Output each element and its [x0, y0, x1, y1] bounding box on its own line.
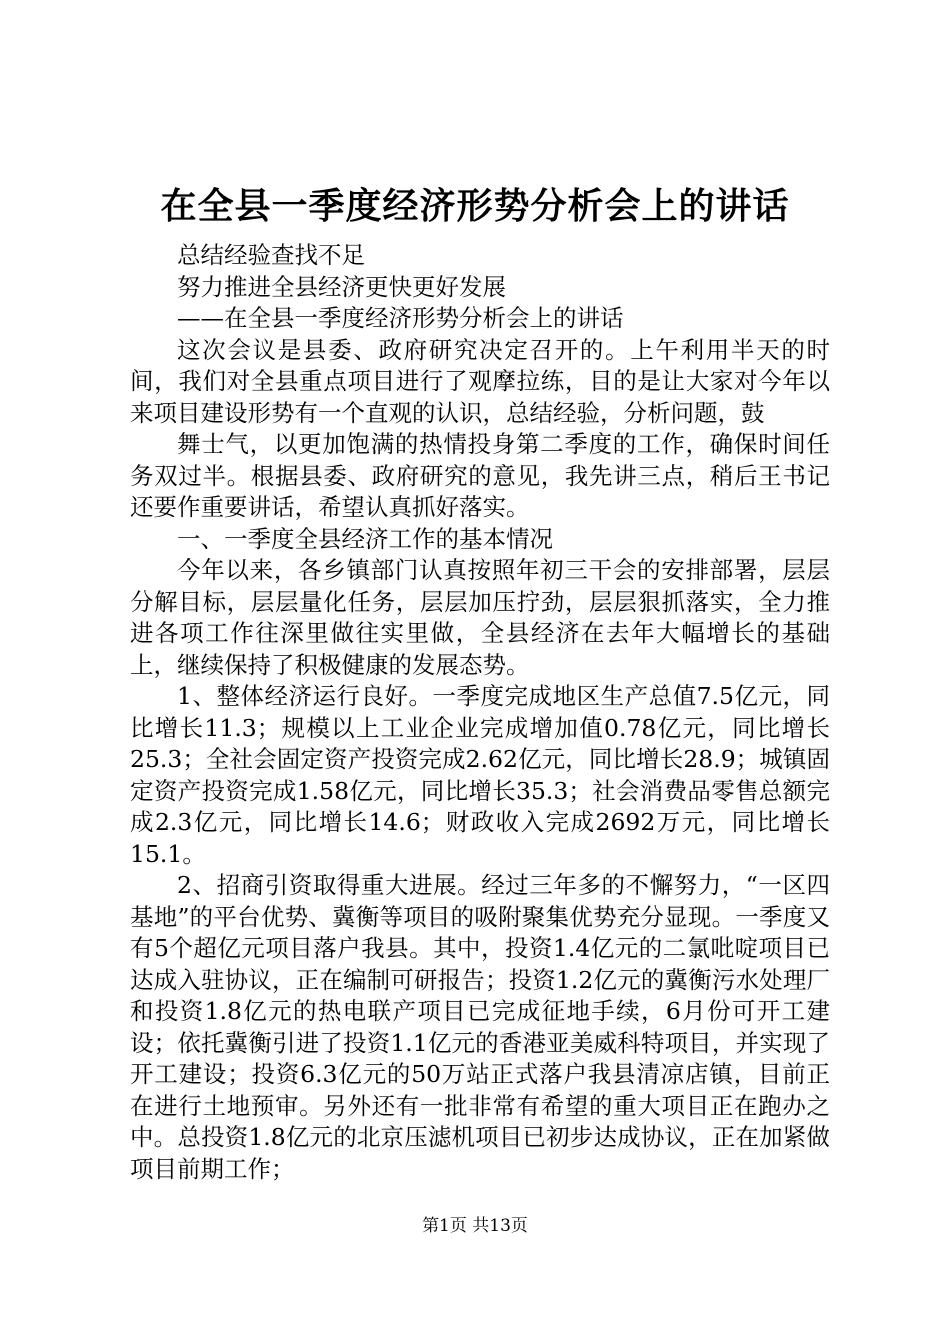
paragraph-economy: 1、整体经济运行良好。一季度完成地区生产总值7.5亿元，同比增长11.3；规模以上工业企业完成增加值0.78亿元，同比增长25.3；全社会固定资产投资完成2.62亿元，同比增长28.9；城镇固定资产投资完成1.58亿元，同比增长35.3；社会消费品零售总额完成2.3亿元，同比增长14.6；财政收入完成2692万元，同比增长15.1。 [130, 682, 830, 868]
document-title: 在全县一季度经济形势分析会上的讲话 [160, 185, 790, 227]
paragraph-investment: 2、招商引资取得重大进展。经过三年多的不懈努力，“一区四基地”的平台优势、冀衡等项目的吸附聚集优势充分显现。一季度又有5个超亿元项目落户我县。其中，投资1.4亿元的二氯吡啶项目已达成入驻协议，正在编制可研报告；投资1.2亿元的冀衡污水处理厂和投资1.8亿元的热电联产项目已完成征地手续，6月份可开工建设；依托冀衡引进了投资1.1亿元的香港亚美威科特项目，并实现了开工建设；投资6.3亿元的50万站正式落户我县清凉店镇，目前正在进行土地预审。另外还有一批非常有希望的重大项目正在跑办之中。总投资1.8亿元的北京压滤机项目已初步达成协议，正在加紧做项目前期工作； [130, 871, 830, 1183]
paragraph-intro-continued: 舞士气，以更加饱满的热情投身第二季度的工作，确保时间任务双过半。根据县委、政府研究的意见，我先讲三点，稍后王书记还要作重要讲话，希望认真抓好落实。 [130, 430, 830, 521]
section-heading-1: 一、一季度全县经济工作的基本情况 [177, 524, 553, 553]
paragraph-intro: 这次会议是县委、政府研究决定召开的。上午利用半天的时间，我们对全县重点项目进行了观摩拉练，目的是让大家对今年以来项目建设形势有一个直观的认识，总结经验，分析问题，鼓 [130, 335, 830, 427]
page-footer: 第1页 共13页 [422, 1216, 528, 1236]
paragraph-overview: 今年以来，各乡镇部门认真按照年初三干会的安排部署，层层分解目标，层层量化任务，层层加压拧劲，层层狠抓落实，全力推进各项工作往深里做往实里做，全县经济在去年大幅增长的基础上，继续保持了积极健康的发展态势。 [130, 556, 830, 679]
subtitle-line-2: 努力推进全县经济更快更好发展 [177, 272, 506, 301]
subtitle-line-3: ——在全县一季度经济形势分析会上的讲话 [177, 304, 624, 332]
subtitle-line-1: 总结经验查找不足 [177, 241, 365, 269]
document-body [130, 240, 830, 1185]
